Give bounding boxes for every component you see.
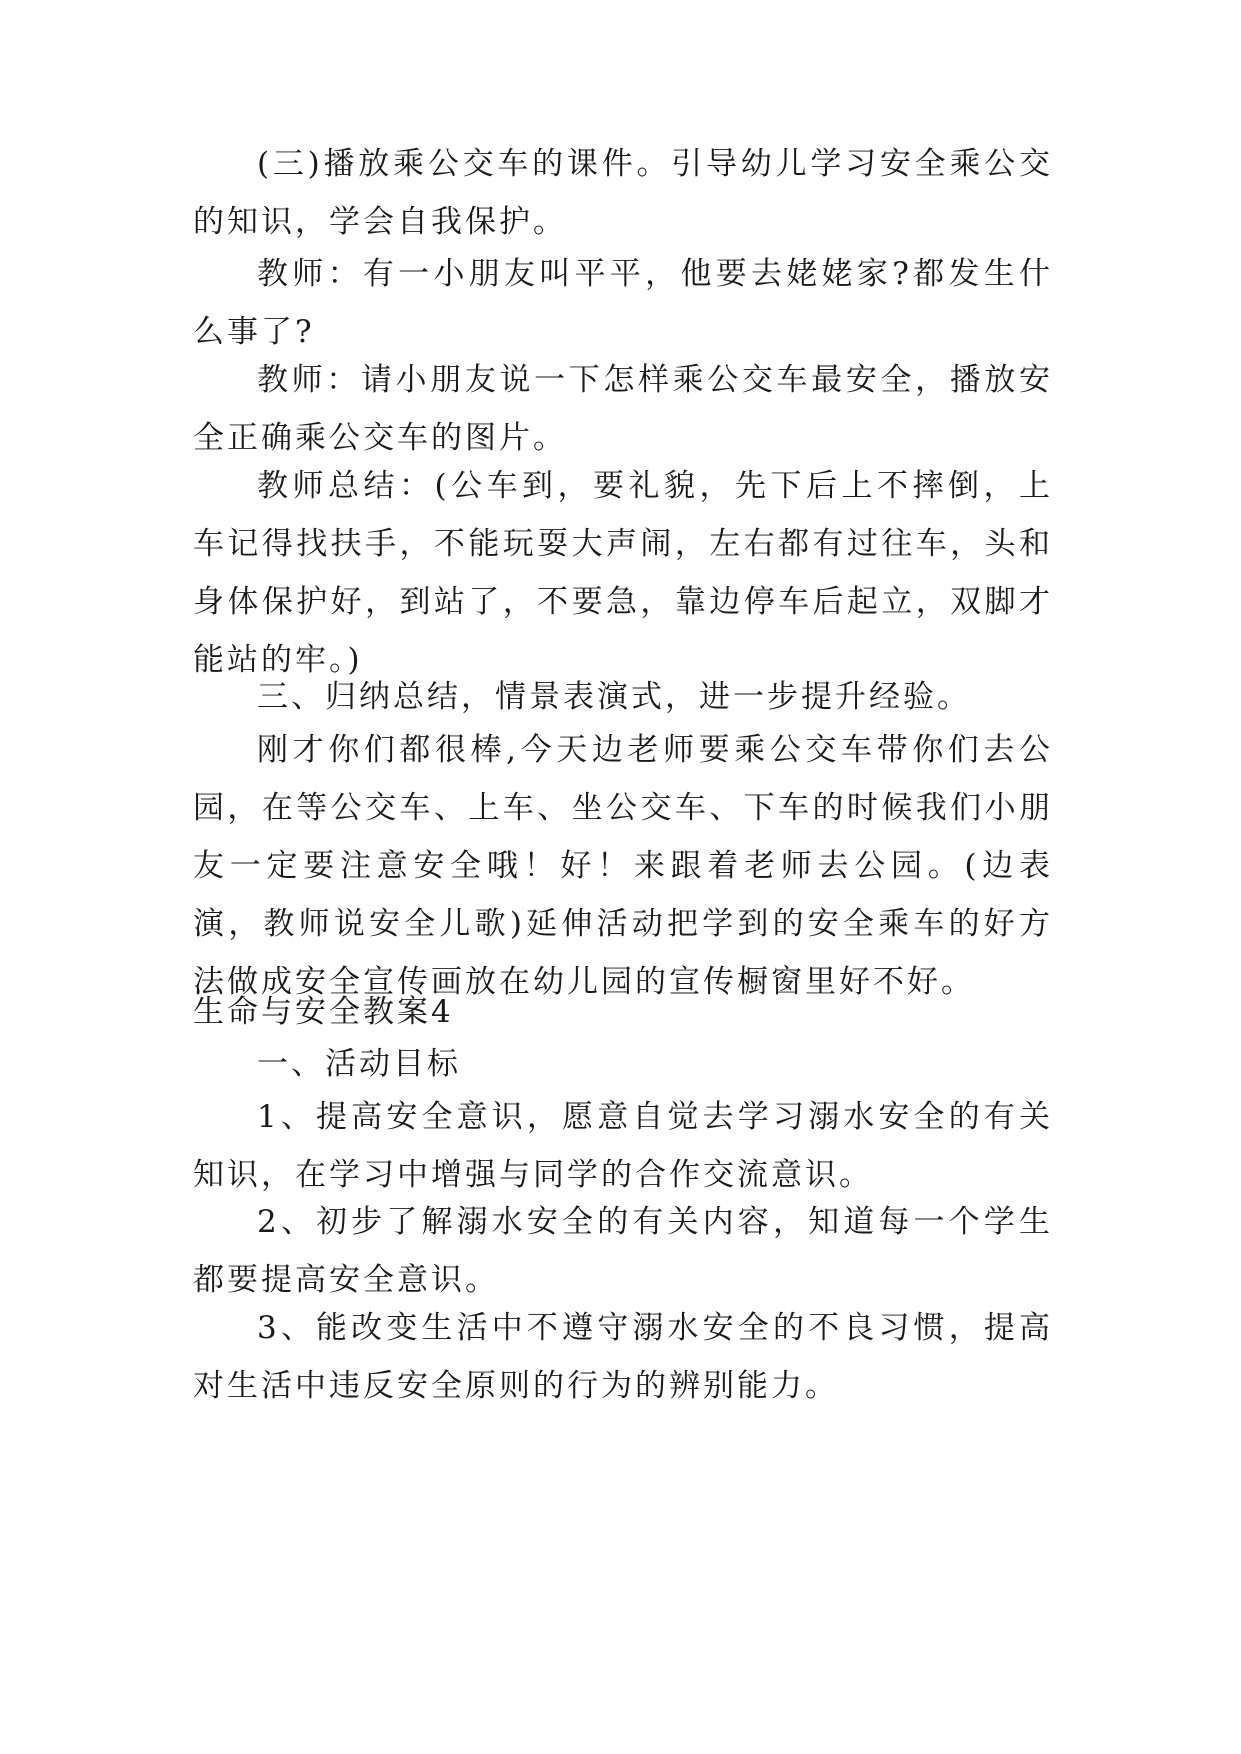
paragraph-conclusion-heading: 三、归纳总结，情景表演式，进一步提升经验。 xyxy=(257,679,971,715)
paragraph-goal-3: 3、能改变生活中不遵守溺水安全的不良习惯，提高对生活中违反安全原则的行为的辨别能力。 xyxy=(193,1310,1053,1404)
paragraph-goal-2: 2、初步了解溺水安全的有关内容，知道每一个学生都要提高安全意识。 xyxy=(193,1204,1053,1298)
section-title: 生命与安全教案4 xyxy=(193,994,454,1030)
paragraph-roleplay: 刚才你们都很棒,今天边老师要乘公交车带你们去公园，在等公交车、上车、坐公交车、下车的时候我们小朋友一定要注意安全哦！好！来跟着老师去公园。(边表演，教师说安全儿歌)延伸活动把学到的安全乘车的好方法做成安全宣传画放在幼儿园的宣传橱窗里好不好。 xyxy=(193,732,1053,1000)
paragraph-goal-1: 1、提高安全意识，愿意自觉去学习溺水安全的有关知识，在学习中增强与同学的合作交流意识。 xyxy=(193,1099,1053,1193)
paragraph-courseware: (三)播放乘公交车的课件。引导幼儿学习安全乘公交的知识，学会自我保护。 xyxy=(193,146,1053,240)
paragraph-teacher-instruction: 教师：请小朋友说一下怎样乘公交车最安全，播放安全正确乘公交车的图片。 xyxy=(193,362,1053,456)
paragraph-teacher-question: 教师：有一小朋友叫平平，他要去姥姥家?都发生什么事了? xyxy=(193,256,1053,350)
paragraph-activity-goals: 一、活动目标 xyxy=(257,1046,461,1082)
paragraph-teacher-summary: 教师总结：(公车到，要礼貌，先下后上不摔倒，上车记得找扶手，不能玩耍大声闹，左右都有过往车，头和身体保护好，到站了，不要急，靠边停车后起立，双脚才能站的牢。) xyxy=(193,468,1053,678)
